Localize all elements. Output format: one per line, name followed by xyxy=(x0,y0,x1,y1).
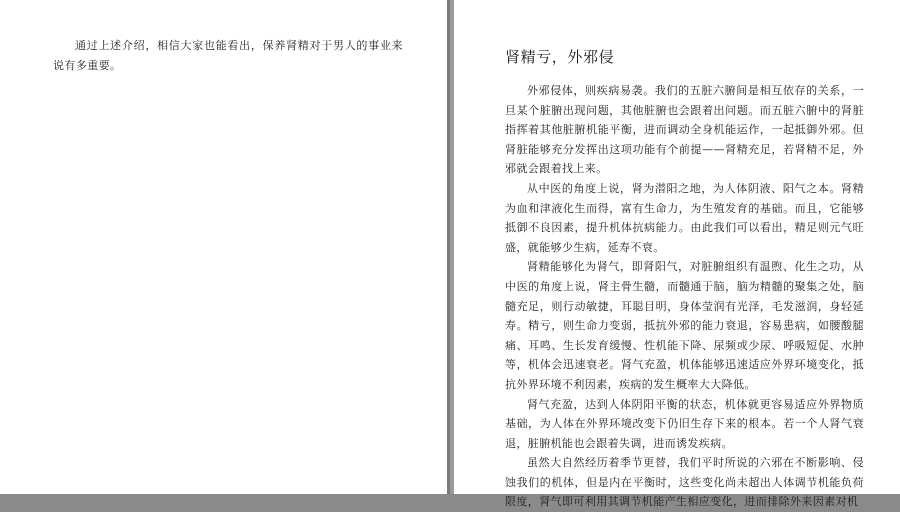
section-heading: 肾精亏，外邪侵 xyxy=(505,48,615,66)
right-paragraph-5: 虽然大自然经历着季节更替，我们平时所说的六邪在不断影响、侵蚀我们的机体，但是内在平衡时，这些变化尚未超出人体调节机能负荷限度，肾气即可利用其调节机能产生相应变化，进而排除外来因素对机 xyxy=(505,456,864,509)
right-paragraph-4: 肾气充盈，达到人体阴阳平衡的状态，机体就更容易适应外界物质基础，为人体在外界环境改变下仍旧生存下来的根本。若一个人肾气衰退，脏腑机能也会跟着失调，进而诱发疾病。 xyxy=(505,397,864,450)
right-page xyxy=(454,0,900,509)
right-paragraph-3: 肾精能够化为肾气，即肾阳气，对脏腑组织有温煦、化生之功，从中医的角度上说，肾主骨生髓，而髓通于脑，脑为精髓的聚集之处，脑髓充足，则行动敏捷，耳聪目明，身体莹润有光泽，毛发滋润，身轻延寿。精亏，则生命力变弱，抵抗外邪的能力衰退，容易患病，如腰酸腿痛、耳鸣、生长发育缓慢、性机能下降、尿频或少尿、呼吸短促、水肿等，机体会迅速衰老。肾气充盈，机体能够迅速适应外界环境变化，抵抗外界环境不利因素，疾病的发生概率大大降低。 xyxy=(505,260,864,391)
left-page xyxy=(0,0,447,494)
right-paragraph-1: 外邪侵体，则疾病易袭。我们的五脏六腑间是相互依存的关系，一旦某个脏腑出现问题，其他脏腑也会跟着出问题。而五脏六腑中的肾脏指挥着其他脏腑机能平衡，进而调动全身机能运作，一起抵御外邪。但肾脏能够充分发挥出这项功能有个前提——肾精充足，若肾精不足，外邪就会跟着找上来。 xyxy=(505,84,864,176)
right-paragraph-2: 从中医的角度上说，肾为潜阳之地，为人体阴液、阳气之本。肾精为血和津液化生而得，富有生命力，为生殖发育的基础。而且，它能够抵御不良因素，提升机体抗病能力。由此我们可以看出，精足则元气旺盛，就能够少生病，延寿不衰。 xyxy=(505,181,864,254)
left-paragraph-1: 通过上述介绍，相信大家也能看出，保养肾精对于男人的事业来说有多重要。 xyxy=(53,39,403,72)
